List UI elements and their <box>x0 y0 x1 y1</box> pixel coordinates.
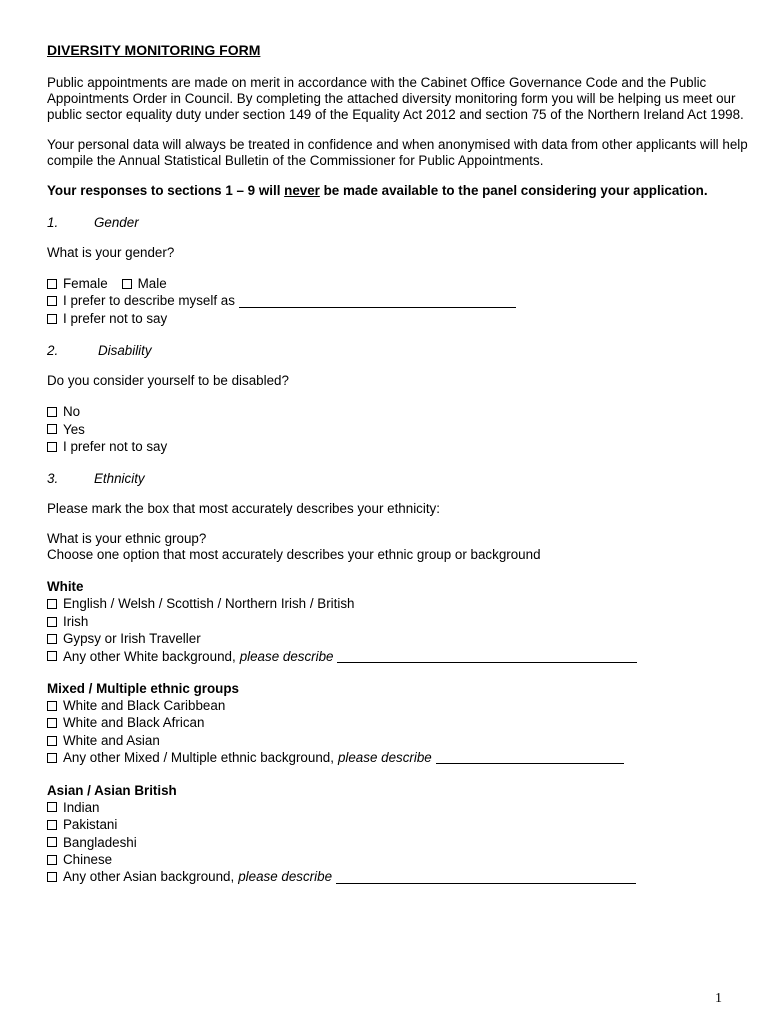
white-option-other: Any other White background, please describe <box>47 648 757 665</box>
mixed-option: White and Black Caribbean <box>47 697 757 714</box>
ethnicity-question: What is your ethnic group? <box>47 531 207 547</box>
white-other-field[interactable] <box>337 650 637 663</box>
checkbox-male[interactable] <box>122 279 132 289</box>
intro-paragraph-2: Your personal data will always be treated in confidence and when anonymised with data from other applicants will help compile the Annual Statistical Bulletin of the Commissioner for Public Appointments. <box>47 137 748 168</box>
checkbox-female[interactable] <box>47 279 57 289</box>
group-asian-title: Asian / Asian British <box>47 782 177 798</box>
gender-row-1 <box>47 275 757 292</box>
disability-question: Do you consider yourself to be disabled? <box>47 373 289 389</box>
checkbox-white-other[interactable] <box>47 651 57 661</box>
checkbox-gender-not-say[interactable] <box>47 314 57 324</box>
gender-row-2 <box>47 292 757 309</box>
group-asian <box>47 782 757 886</box>
checkbox-disability-no[interactable] <box>47 407 57 417</box>
checkbox-asian-pakistani[interactable] <box>47 820 57 830</box>
ethnicity-instruction: Please mark the box that most accurately describes your ethnicity: <box>47 501 440 517</box>
never-emphasis: never <box>284 183 320 198</box>
disability-option: I prefer not to say <box>47 438 757 455</box>
page-number: 1 <box>715 991 722 1006</box>
form-page <box>47 42 757 886</box>
white-option: Irish <box>47 613 757 630</box>
mixed-other-field[interactable] <box>436 751 624 764</box>
section-gender-heading: 1. Gender <box>47 215 139 230</box>
checkbox-mixed-african[interactable] <box>47 718 57 728</box>
mixed-option: White and Asian <box>47 732 757 749</box>
intro-paragraph-1: Public appointments are made on merit in accordance with the Cabinet Office Governance Code and the Public Appointments Order in Council. By completing the attached diversity monitoring form you will be helping us meet our public sector equality duty under section 149 of the Equality Act 2012 and section 75 of the Northern Ireland Act 1998. <box>47 75 744 122</box>
disability-option: Yes <box>47 421 757 438</box>
checkbox-mixed-asian[interactable] <box>47 736 57 746</box>
group-white <box>47 578 757 665</box>
label-gender-not-say: I prefer not to say <box>63 310 168 326</box>
describe-self-field[interactable] <box>239 295 516 308</box>
form-title: DIVERSITY MONITORING FORM <box>47 42 261 58</box>
section-ethnicity-heading: 3. Ethnicity <box>47 471 145 487</box>
gender-options <box>47 275 757 327</box>
disability-option: No <box>47 403 757 420</box>
checkbox-describe-self[interactable] <box>47 296 57 306</box>
checkbox-white-irish[interactable] <box>47 617 57 627</box>
checkbox-asian-indian[interactable] <box>47 802 57 812</box>
asian-option: Pakistani <box>47 816 757 833</box>
disability-options <box>47 403 757 455</box>
checkbox-disability-yes[interactable] <box>47 424 57 434</box>
checkbox-asian-bangladeshi[interactable] <box>47 837 57 847</box>
asian-option-other: Any other Asian background, please describe <box>47 868 757 885</box>
label-male: Male <box>137 276 167 291</box>
label-female: Female <box>63 276 108 291</box>
ethnicity-question-detail: Choose one option that most accurately describes your ethnic group or background <box>47 547 541 563</box>
checkbox-white-british[interactable] <box>47 599 57 609</box>
checkbox-white-gypsy[interactable] <box>47 634 57 644</box>
white-option: Gypsy or Irish Traveller <box>47 630 757 647</box>
asian-option: Bangladeshi <box>47 834 757 851</box>
asian-option: Chinese <box>47 851 757 868</box>
asian-option: Indian <box>47 799 757 816</box>
group-mixed-title: Mixed / Multiple ethnic groups <box>47 681 239 697</box>
checkbox-asian-chinese[interactable] <box>47 855 57 865</box>
confidentiality-notice: Your responses to sections 1 – 9 will never be made available to the panel considering your application. <box>47 183 708 198</box>
checkbox-disability-not-say[interactable] <box>47 442 57 452</box>
section-disability-heading: 2. Disability <box>47 343 152 359</box>
group-white-title: White <box>47 579 84 595</box>
gender-row-3 <box>47 310 757 327</box>
checkbox-asian-other[interactable] <box>47 872 57 882</box>
checkbox-mixed-other[interactable] <box>47 753 57 763</box>
white-option: English / Welsh / Scottish / Northern Irish / British <box>47 595 757 612</box>
checkbox-mixed-caribbean[interactable] <box>47 701 57 711</box>
mixed-option: White and Black African <box>47 714 757 731</box>
asian-other-field[interactable] <box>336 871 636 884</box>
mixed-option-other: Any other Mixed / Multiple ethnic background, please describe <box>47 749 757 766</box>
gender-question: What is your gender? <box>47 245 175 260</box>
label-describe-self: I prefer to describe myself as <box>63 293 235 309</box>
group-mixed <box>47 680 757 767</box>
